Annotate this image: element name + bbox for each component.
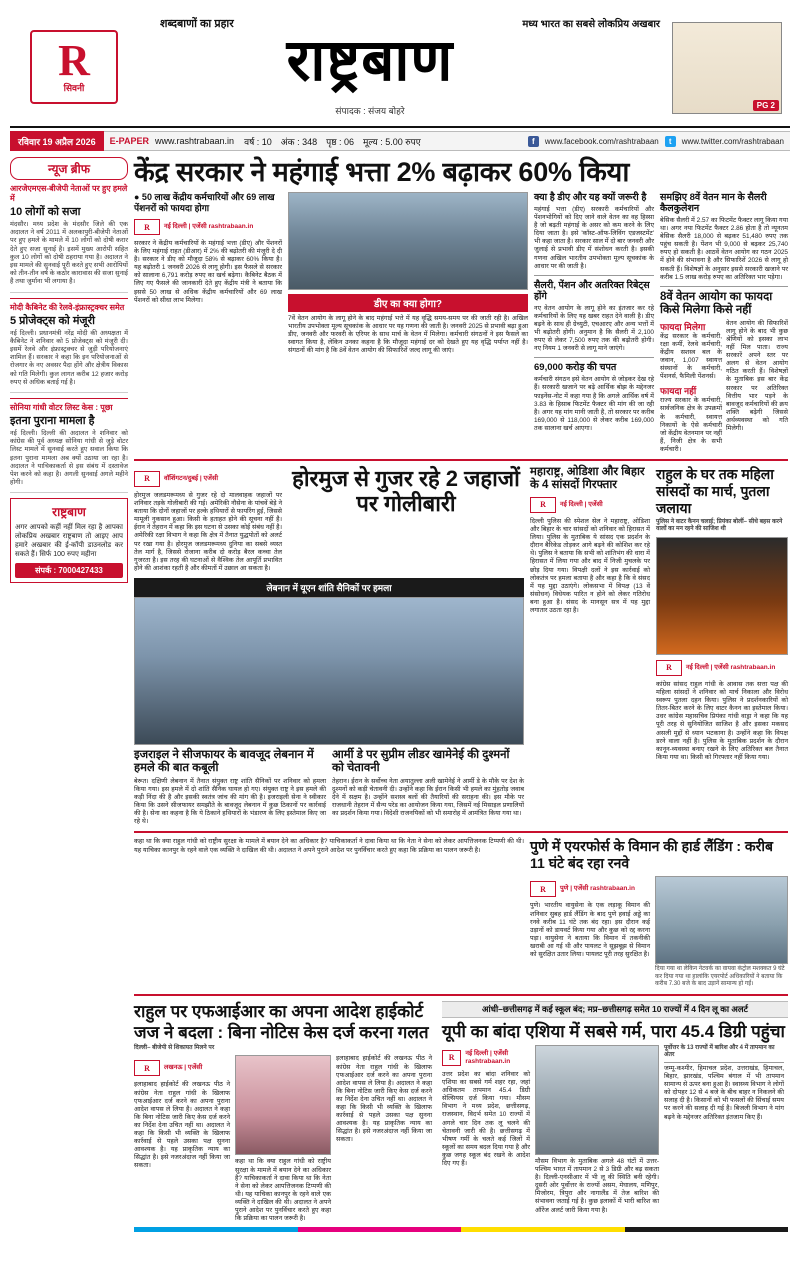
benefit-notes <box>726 320 788 454</box>
promo-text: अगर आपको कहीं नहीं मिल रहा है आपका लोकप्रिय अखबार राष्ट्रबाण तो आइए आप हमारे अखबार की ई-कॉपी डाउनलोड कर सकते हैं। सिर्फ 100 रुपए महीना <box>15 524 123 559</box>
website-url[interactable]: www.rashtrabaan.in <box>155 136 235 146</box>
court-photo-col <box>235 1055 331 1223</box>
pune-photo-caption: दिया गया था लेकिन नेटवर्क का वायवा कंट्रोल मशक्कत 9 घंटे कर दिया गया था हालांकि एयरपोर्ट अधिकारियों ने बताया कि करीब 7.30 बजे के बाद उड़ानें सामान्य हो गईं। <box>655 966 785 988</box>
lebanon-col-2 <box>332 749 524 827</box>
byline <box>530 497 650 513</box>
divider-red <box>134 831 788 833</box>
hormuz-body: होरमुज जलडमरूमध्य से गुजर रहे दो मालवाहक जहाजों पर शनिवार तड़के गोलीबारी की गई। अमेरिकी नौसेना के पांचवें बेड़े ने बताया कि दोनों जहाजों पर हल्के हथियारों से फायरिंग हुई, जिससे मामूली नुकसान हुआ। किसी के हताहत होने की सूचना नहीं है। ईरान ने तेहरान में कहा कि इस घटना से उसका कोई संबंध नहीं है। अमेरिकी रक्षा विभाग ने कहा कि क्षेत्र में तैनात युद्धपोतों को अलर्ट पर रखा गया है। होरमुज जलडमरूमध्य दुनिया का सबसे व्यस्त तेल मार्ग है, जिससे रोजाना करीब दो करोड़ बैरल कच्चा तेल गुजरता है। इस तरह की घटनाओं से वैश्विक तेल आपूर्ति प्रभावित होने की आशंका रहती है और कीमतों में उछाल आ सकता है। <box>134 491 282 572</box>
subscription-promo[interactable] <box>10 498 128 583</box>
lead-col-3 <box>534 192 654 454</box>
news-brief-header: न्यूज ब्रीफ <box>10 157 128 180</box>
pune-body: पुणे। भारतीय वायुसेना के एक लड़ाकू विमान की शनिवार सुबह हार्ड लैंडिंग के बाद पुणे हवाई अड्डे का रनवे करीब 11 घंटे तक बंद रहा। इस दौरान कई उड़ानों को डायवर्ट किया गया और कुछ को रद्द करना पड़ा। वायुसेना ने बताया कि विमान में तकनीकी खराबी आ गई थी और पायलट ने सूझबूझ से विमान को सुरक्षित उतार लिया। पायलट पूरी तरह सुरक्षित है। <box>530 902 650 959</box>
court-block <box>134 1001 436 1223</box>
byline <box>442 1050 530 1066</box>
byline-logo: R <box>134 471 160 487</box>
byline-text: नई दिल्ली | एजेंसी rashtrabaan.in <box>465 1049 511 1065</box>
masthead <box>10 8 790 128</box>
divider <box>534 275 654 276</box>
court-sub: दिल्ली– बीजेपी से शिकायत मिलने पर <box>134 1044 215 1051</box>
twitter-url[interactable]: www.twitter.com/rashtrabaan <box>681 136 784 146</box>
byline-text: वॉशिंगटन/दुबई | एजेंसी <box>164 474 219 482</box>
dea-explainer-title: क्या है डीए और यह क्यों जरूरी है <box>534 192 647 203</box>
weather-photo-col <box>535 1045 659 1215</box>
rahul-pune-block <box>656 466 788 827</box>
benefit-box-title: 8वें वेतन आयोग का फायदा किसे मिलेगा किसे नहीं <box>660 290 773 316</box>
bihar-body: दिल्ली पुलिस की स्पेशल सेल ने महाराष्ट्र, ओडिशा और बिहार के चार सांसदों को शनिवार को हिरासत में लिया। पुलिस के मुताबिक ये सांसद एक प्रदर्शन के दौरान बैरिकेड तोड़कर आगे बढ़ने की कोशिश कर रहे थे। पुलिस ने बताया कि सभी को शांतिभंग की धारा में हिरासत में लिया गया और बाद में निजी मुचलके पर छोड़ दिया गया। विपक्षी दलों ने इस कार्रवाई को लोकतंत्र पर हमला बताया है और कहा है कि वे संसद में यह मुद्दा उठाएंगे। लोकसभा में विपक्ष (13 वें संसोधन) विधेयक पारित न होने को लेकर गतिरोध बना हुआ है। संसद के मानसून सत्र में यह मुद्दा लगातार उठता रहा है। <box>530 517 650 614</box>
color-bar <box>134 1227 788 1232</box>
byline-text: पुणे | एजेंसी rashtrabaan.in <box>560 885 635 893</box>
lead-col-4 <box>660 192 788 454</box>
lebanon-body-1: बेरूत। दक्षिणी लेबनान में तैनात संयुक्त राष्ट्र शांति सैनिकों पर शनिवार को हमला किया गया। इस हमले में दो शांति सैनिक घायल हो गए। संयुक्त राष्ट्र ने इस हमले की कड़ी निंदा की है और इसकी स्वतंत्र जांच की मांग की है। इजराइली सेना ने स्वीकार किया कि उसने सीजफायर समझौते के बावजूद लेबनान में कुछ ठिकानों पर कार्रवाई की है। सेना का कहना है कि ये ठिकाने हथियारों के भंडारण के लिए इस्तेमाल किए जा रहे थे। <box>134 777 326 826</box>
hormuz-text-col <box>134 466 282 573</box>
salary-box-body: नए वेतन आयोग के लागू होने का इंतजार कर रहे कर्मचारियों के लिए यह खबर राहत देने वाली है। डीए बढ़ने के साथ ही ग्रेच्युटी, एचआरए और अन्य भत्तों में भी बढ़ोतरी होगी। अनुमान है कि सैलरी में 2,100 रुपए से लेकर 7,500 रुपए तक की बढ़ोतरी होगी। नए नियम 1 जनवरी से लागू माने जाएंगे। <box>534 304 654 353</box>
weather-row <box>442 1045 788 1215</box>
pay-commission-title: समझिए 8वें वेतन मान के सैलरी कैलकुलेशन <box>660 192 767 214</box>
facebook-icon[interactable]: f <box>528 136 539 147</box>
salary-box-title: सैलरी, पेंशन और अतरिक्त रिबेट्स होंगे <box>534 279 650 302</box>
pune-spacer-left <box>134 838 524 989</box>
lebanon-photo <box>134 597 524 745</box>
dea-explainer-body: महंगाई भत्ता (डीए) सरकारी कर्मचारियों और पेंशनभोगियों को दिए जाने वाले वेतन का वह हिस्सा है जो बढ़ती महंगाई के असर को कम करने के लिए दिया जाता है। इसे 'कॉस्ट-ऑफ-लिविंग एडजस्टमेंट' भी कहा जाता है। सरकार साल में दो बार जनवरी और जुलाई से प्रभावी डीए में संशोधन करती है। इसकी गणना अखिल भारतीय उपभोक्ता मूल्य सूचकांक के आधार पर की जाती है। <box>534 206 654 270</box>
main-column <box>134 157 788 1232</box>
brief-title: 10 लोगों को सजा <box>10 206 81 218</box>
page-preview-badge: PG 2 <box>753 100 779 111</box>
byline <box>134 471 282 487</box>
bottom-row <box>134 1001 788 1223</box>
weather-band: आंधी–छत्तीसगढ़ में कई स्कूल बंद; मप्र–छत्तीसगढ़ समेत 10 राज्यों में 4 दिन लू का अलर्ट <box>442 1001 788 1018</box>
epaper-label[interactable]: E-PAPER <box>109 136 150 146</box>
brief-body: मंदसौर। मध्य प्रदेश के मंदसौर जिले की एक अदालत ने वर्ष 2011 में अलकापुरी-बीजेपी नेताओं पर हुए हमले के मामले में 10 लोगों को दोषी करार देते हुए सजा सुनाई है। इसमें मुख्य आरोपी सहित कुल 10 लोगों को दोषी ठहराया गया है। अदालत ने इस मामले की सुनवाई पूरी करते हुए सभी आरोपियों को तीन-तीन वर्ष के कठोर कारावास की सजा सुनाई है तथा जुर्माना भी लगाया है। <box>10 221 128 286</box>
benefit-yes-title: फायदा मिलेगा <box>660 321 706 332</box>
page-title: राष्ट्रबाण <box>286 28 454 93</box>
benefit-no-title: फायदा नहीं <box>660 386 697 397</box>
lead-story-row <box>134 192 788 454</box>
pune-headline[interactable]: पुणे में एयरफोर्स के विमान की हार्ड लैंडिंग : करीब 11 घंटे बंद रहा रनवे <box>530 838 774 872</box>
brief-kicker: सोनिया गांधी वोटर लिस्ट केस : पूछा <box>10 403 113 413</box>
byline-logo: R <box>134 1060 160 1076</box>
brief-title: इतना पुराना मामला है <box>10 415 95 428</box>
benefit-notes-body: वेतन आयोग की सिफारिशें लागू होने के बाद भी कुछ श्रेणियों को इसका लाभ नहीं मिल पाता। राज्य सरकारें अपने स्तर पर अलग से वेतन आयोग गठित करती हैं। विशेषज्ञों के मुताबिक इस बार केंद्र सरकार पर अतिरिक्त वित्तीय भार पड़ने के बावजूद कर्मचारियों की क्रय शक्ति बढ़ेगी जिससे अर्थव्यवस्था को गति मिलेगी। <box>726 319 788 432</box>
byline-text: नई दिल्ली | एजेंसी rashtrabaan.in <box>164 223 254 230</box>
promo-contact[interactable]: संपर्क : 7000427433 <box>15 563 123 578</box>
byline-text: नई दिल्ली | एजेंसी rashtrabaan.in <box>686 663 776 671</box>
lead-body-1: सरकार ने केंद्रीय कर्मचारियों के महंगाई भत्ता (डीए) और पेंशनरों के लिए महंगाई राहत (डीआर) में 2% की बढ़ोतरी की मंजूरी दे दी है। सरकार ने डीए को मौजूदा 58% से बढ़ाकर 60% किया है। यह बढ़ोतरी 1 जनवरी 2026 से लागू होगी। इस फैसले से सरकार को सालाना 6,791 करोड़ रुपए का खर्च बढ़ेगा। कैबिनेट बैठक में लिए गए फैसले की जानकारी देते हुए केंद्रीय मंत्री ने बताया कि इससे 50 लाख से अधिक केंद्रीय कर्मचारियों और 69 लाख पेंशनरों को सीधा लाभ मिलेगा। <box>134 240 282 304</box>
divider-red <box>134 459 788 461</box>
cost-box-body: कर्मचारी संगठन इसे वेतन आयोग से जोड़कर देख रहे हैं। सरकारी खजाने पर बढ़े आर्थिक बोझ के मद्देनजर फाइनेंस-नोट में कहा गया है कि अगले आर्थिक वर्ष में 3.83 के हिसाब फिटमेंट फैक्टर की मांग की जा रही है। अगर यह मांग मानी जाती है, तो सरकार पर करीब 169,000 से 118,000 से लेकर करीब 169,000 तक सालाना खर्च आएगा। <box>534 376 654 432</box>
facebook-url[interactable]: www.facebook.com/rashtrabaan <box>544 136 659 146</box>
news-brief-column <box>10 157 128 1232</box>
bihar-headline[interactable]: महाराष्ट्र, ओडिशा और बिहार के 4 सांसदों गिरफ्तार <box>530 465 645 491</box>
twitter-icon[interactable]: t <box>665 136 676 147</box>
promo-logo: राष्ट्रबाण <box>52 505 86 520</box>
editor-line: संपादक : संजय बोहरे <box>335 106 405 116</box>
rahul-home-sub: पुलिस ने वाटर कैनन चलाई; प्रियंका बोलीं– सीधे बहस करने वालों का मन रहने की साजिश थी <box>656 518 783 533</box>
pune-photo <box>655 876 788 964</box>
byline <box>656 660 788 676</box>
byline-logo: R <box>530 497 556 513</box>
byline <box>134 219 282 235</box>
byline <box>530 881 650 897</box>
lebanon-block <box>134 578 524 827</box>
brief-body: नई दिल्ली। दिल्ली की अदालत ने शनिवार को कांग्रेस की पूर्व अध्यक्ष सोनिया गांधी से जुड़े वोटर लिस्ट मामले में सुनवाई करते हुए सवाल किया कि इतना पुराना मामला अब क्यों उठाया जा रहा है। अदालत ने याचिकाकर्ता से इस संबंध में दस्तावेज पेश करने को कहा है। अगली सुनवाई अगले महीने होगी। <box>10 430 128 487</box>
rahul-home-photo <box>656 537 788 655</box>
court-text-3 <box>336 1055 432 1223</box>
weather-photo <box>535 1045 659 1155</box>
benefit-yes <box>660 320 722 454</box>
logo-letter: R <box>58 35 90 85</box>
brief-title: 5 प्रोजेक्ट्स को मंजूरी <box>10 314 95 327</box>
lebanon-body-2: तेहरान। ईरान के सर्वोच्च नेता अयातुल्ला अली खामेनेई ने आर्मी डे के मौके पर देश के दुश्मनों को कड़ी चेतावनी दी। उन्होंने कहा कि ईरान किसी भी हमले का मुंहतोड़ जवाब देने में सक्षम है। उन्होंने सशस्त्र बलों की तैयारियों की सराहना की। इस मौके पर राजधानी तेहरान में सैन्य परेड का आयोजन किया गया, जिसमें नई मिसाइल प्रणालियों का प्रदर्शन किया गया। विदेशी राजनयिकों को भी समारोह में आमंत्रित किया गया था। <box>332 777 524 818</box>
pune-block <box>134 838 788 989</box>
divider <box>10 298 128 299</box>
weather-sub: पूर्वोत्तर के 13 राज्यों में बारिश और 4 में तापमान का अंतर <box>664 1045 784 1063</box>
court-row <box>134 1055 436 1223</box>
hormuz-headline[interactable]: होरमुज से गुजर रहे 2 जहाजों पर गोलीबारी <box>292 465 520 516</box>
brief-kicker: आरजेएमएस-बीजेपी नेताओं पर हुए हमले में <box>10 184 128 203</box>
weather-body-3: जम्मू-कश्मीर, हिमाचल प्रदेश, उत्तराखंड, हिमाचल, बिहार, झारखंड, पश्चिम बंगाल में भी तापमान सामान्य से ऊपर बना हुआ है। स्वास्थ्य विभाग ने लोगों को दोपहर 12 से 4 बजे के बीच बाहर न निकलने की सलाह दी है। किसानों को भी फसलों की सिंचाई समय पर करने की सलाह दी गई है। बिजली विभाग ने मांग बढ़ने के मद्देनजर अतिरिक्त इंतजाम किए हैं। <box>664 1064 784 1121</box>
content-area <box>10 157 790 1232</box>
lead-col-1 <box>134 192 282 454</box>
issue-number: अंक : 348 <box>280 136 318 147</box>
divider <box>10 398 128 399</box>
lead-headline[interactable]: केंद्र सरकार ने महंगाई भत्ता 2% बढ़ाकर 60% किया <box>134 157 630 187</box>
hormuz-headline-col <box>288 466 524 573</box>
court-headline[interactable]: राहुल पर एफआईआर का अपना आदेश हाईकोर्ट जज ने बदला : बिना नोटिस केस दर्ज करना गलत <box>134 1001 429 1042</box>
court-filler: कहा था कि क्या राहुल गांधी को राष्ट्रीय सुरक्षा के मामले में बयान देने का अधिकार है? याचिकाकर्ता ने दावा किया था कि नेता ने सेना को लेकर आपत्तिजनक टिप्पणी की थी। यह याचिका कानपुर के रहने वाले एक व्यक्ति ने दाखिल की थी। अदालत ने अपने पुराने आदेश पर पुनर्विचार करते हुए कहा कि प्रक्रिया का पालन जरूरी है। <box>134 838 524 854</box>
byline-logo: R <box>442 1050 461 1066</box>
pune-row <box>530 876 788 989</box>
weather-col-3 <box>664 1045 784 1215</box>
benefit-no-body: राज्य सरकार के कर्मचारी, सार्वजनिक क्षेत्र के उपक्रमों के कर्मचारी, स्वायत्त निकायों के ऐसे कर्मचारी जो केंद्रीय वेतनमान पर नहीं हैं, निजी क्षेत्र के सभी कर्मचारी। <box>660 397 722 453</box>
divider <box>534 357 654 358</box>
court-body-1: इलाहाबाद हाईकोर्ट की लखनऊ पीठ ने कांग्रेस नेता राहुल गांधी के खिलाफ एफआईआर दर्ज करने का अपना पुराना आदेश वापस ले लिया है। अदालत ने कहा कि बिना नोटिस जारी किए केस दर्ज करने का निर्देश देना उचित नहीं था। अदालत ने कहा कि किसी भी व्यक्ति के खिलाफ कार्रवाई से पहले उसका पक्ष सुनना आवश्यक है। यह प्राकृतिक न्याय का सिद्धांत है। इसे नजरअंदाज नहीं किया जा सकता। <box>134 1081 230 1170</box>
hormuz-lebanon-block <box>134 466 524 827</box>
byline-logo: R <box>530 881 556 897</box>
publication-date: रविवार 19 अप्रैल 2026 <box>10 131 104 151</box>
byline-text: लखनऊ | एजेंसी <box>164 1064 203 1072</box>
lead-col-2 <box>288 192 528 454</box>
lead-body-2: 7वें वेतन आयोग के लागू होने के बाद महंगाई भत्ते में यह वृद्धि समय-समय पर की जाती रही है। अखिल भारतीय उपभोक्ता मूल्य सूचकांक के आधार पर यह गणना की जाती है। जनवरी 2025 से प्रभावी बढ़ा हुआ डीए, जनवरी और फरवरी के एरियर के साथ मार्च के वेतन में मिलेगा। कर्मचारी संगठनों ने इस फैसले का स्वागत किया है, लेकिन उनका कहना है कि मौजूदा महंगाई दर को देखते हुए यह वृद्धि पर्याप्त नहीं है। संगठनों की मांग है कि 8वें वेतन आयोग की सिफारिशें जल्द लागू की जाएं। <box>288 315 528 355</box>
court-body-3: इलाहाबाद हाईकोर्ट की लखनऊ पीठ ने कांग्रेस नेता राहुल गांधी के खिलाफ एफआईआर दर्ज करने का अपना पुराना आदेश वापस ले लिया है। अदालत ने कहा कि बिना नोटिस जारी किए केस दर्ज करने का निर्देश देना उचित नहीं था। अदालत ने कहा कि किसी भी व्यक्ति के खिलाफ कार्रवाई से पहले उसका पक्ष सुनना आवश्यक है। यह प्राकृतिक न्याय का सिद्धांत है। इसे नजरअंदाज नहीं किया जा सकता। <box>336 1055 432 1144</box>
logo-city: सिवनी <box>63 82 85 93</box>
lebanon-subcols <box>134 749 524 827</box>
cost-box-title: 69,000 करोड़ की चपत <box>534 362 617 374</box>
weather-body-2: मौसम विभाग के मुताबिक अगले 48 घंटों में उत्तर-पश्चिम भारत में तापमान 2 से 3 डिग्री और बढ़ सकता है। दिल्ली-एनसीआर में भी लू की स्थिति बनी रहेगी। दूसरी ओर पूर्वोत्तर के राज्यों असम, मेघालय, मणिपुर, मिजोरम, त्रिपुरा और नागालैंड में तेज बारिश की संभावना जताई गई है। कुछ इलाकों में भारी बारिश का ऑरेंज अलर्ट जारी किया गया है। <box>535 1157 659 1214</box>
masthead-tagline-left: शब्दबाणों का प्रहार <box>160 18 234 30</box>
brief-item[interactable] <box>10 303 128 393</box>
byline-logo: R <box>656 660 682 676</box>
divider-red <box>134 994 788 996</box>
pune-photo-col <box>655 876 788 989</box>
brief-body: नई दिल्ली। प्रधानमंत्री नरेंद्र मोदी की अध्यक्षता में कैबिनेट ने शनिवार को 5 प्रोजेक्ट्स को मंजूरी दी। इसमें रेलवे और इंफ्रास्ट्रक्चर से जुड़ी परियोजनाएं शामिल हैं। सरकार ने कहा कि इन परियोजनाओं से रोजगार के नए अवसर पैदा होंगे और क्षेत्रीय विकास को गति मिलेगी। कुल लागत करीब 12 हजार करोड़ रुपए से अधिक बताई गई है। <box>10 329 128 386</box>
logo <box>30 30 118 104</box>
weather-block <box>442 1001 788 1223</box>
info-bar <box>10 131 790 151</box>
weather-body-1: उत्तर प्रदेश का बांदा शनिवार को एशिया का सबसे गर्म शहर रहा, जहां अधिकतम तापमान 45.4 डिग्री सेल्सियस दर्ज किया गया। मौसम विभाग ने मध्य प्रदेश, छत्तीसगढ़, राजस्थान, विदर्भ समेत 10 राज्यों में अगले चार दिन तक लू चलने की चेतावनी जारी की है। छत्तीसगढ़ में भीषण गर्मी के चलते कई जिलों में स्कूलों का समय बदल दिया गया है और कुछ जगह स्कूल बंद रखने के आदेश दिए गए हैं। <box>442 1070 530 1167</box>
rahul-home-headline[interactable]: राहुल के घर तक महिला सांसदों का मार्च, पुतला जलाया <box>656 465 774 516</box>
hormuz-row <box>134 466 524 573</box>
page-preview-thumbnail[interactable] <box>672 22 782 114</box>
masthead-tagline-right: मध्य भारत का सबसे लोकप्रिय अखबार <box>522 19 660 30</box>
price: मूल्य : 5.00 रुपए <box>363 136 421 147</box>
byline <box>134 1060 230 1076</box>
byline-logo: R <box>134 219 160 235</box>
pune-text <box>530 876 650 989</box>
lead-photo-office <box>288 192 528 290</box>
brief-item[interactable] <box>10 184 128 293</box>
social-links[interactable] <box>528 136 790 147</box>
volume-year: वर्ष : 10 <box>244 136 272 147</box>
court-body-2: कहा था कि क्या राहुल गांधी को राष्ट्रीय सुरक्षा के मामले में बयान देने का अधिकार है? याचिकाकर्ता ने दावा किया था कि नेता ने सेना को लेकर आपत्तिजनक टिप्पणी की थी। यह याचिका कानपुर के रहने वाले एक व्यक्ति ने दाखिल की थी। अदालत ने अपने पुराने आदेश पर पुनर्विचार करते हुए कहा कि प्रक्रिया का पालन जरूरी है। <box>235 1158 331 1223</box>
pay-commission-body: बेसिक सैलरी में 2.57 का फिटमेंट फैक्टर लागू किया गया था। अगर नया फिटमेंट फैक्टर 2.86 होता है तो न्यूनतम बेसिक सैलरी 18,000 से बढ़कर 51,480 रुपए तक पहुंच सकती है। पेंशन भी 9,000 से बढ़कर 25,740 रुपए हो सकती है। आठवें वेतन आयोग का गठन 2025 में होने की संभावना है और सिफारिशें 2026 से लागू हो सकती हैं। विशेषज्ञों के अनुसार इससे सरकारी खजाने पर करीब 1.5 लाख करोड़ रुपए का अतिरिक्त भार पड़ेगा। <box>660 217 788 281</box>
bihar-block <box>530 466 650 827</box>
page-count: पृष्ठ : 06 <box>326 136 355 147</box>
weather-col-1 <box>442 1045 530 1215</box>
dea-box-header: डीए का क्या होगा? <box>288 294 528 312</box>
court-text-1 <box>134 1055 230 1223</box>
weather-headline[interactable]: यूपी का बांदा एशिया में सबसे गर्म, पारा 45.4 डिग्री पहुंचा <box>442 1021 785 1041</box>
second-block <box>134 466 788 827</box>
brief-item[interactable] <box>10 403 128 493</box>
lebanon-caption: लेबनान में यूएन शांति सैनिकों पर हमला <box>134 578 524 597</box>
brief-kicker: मोदी कैबिनेट की रेलवे-इंफ्रास्ट्रक्चर समेत <box>10 302 125 312</box>
divider <box>660 286 788 287</box>
benefit-yes-body: केंद्र सरकार के कर्मचारी, रक्षा कर्मी, रेलवे कर्मचारी, केंद्रीय सशस्त्र बल के जवान, 1,007 स्वायत्त संस्थानों के कर्मचारी, पेंशनर्स, फैमिली पेंशनर्स। <box>660 332 722 381</box>
rahul-home-body: कांग्रेस सांसद राहुल गांधी के आवास तक सत्ता पक्ष की महिला सांसदों ने शनिवार को मार्च निकाला और विरोध स्वरूप पुतला दहन किया। पुलिस ने प्रदर्शनकारियों को तितर-बितर करने के लिए वाटर कैनन का इस्तेमाल किया। उधर कांग्रेस महासचिव प्रियंका गांधी वाड्रा ने कहा कि यह पूरी तरह से सुनियोजित साजिश है और इसका मकसद असली मुद्दों से ध्यान भटकाना है। उन्होंने कहा कि विपक्ष डरने वाला नहीं है। पुलिस के मुताबिक प्रदर्शन के दौरान कानून-व्यवस्था बनाए रखने के लिए अतिरिक्त बल तैनात किया गया था। किसी को गिरफ्तार नहीं किया गया। <box>656 680 788 761</box>
lebanon-sub-2[interactable]: आर्मी डे पर सुप्रीम लीडर खामेनेई की दुश्मनों को चेतावनी <box>332 748 510 774</box>
byline-text: नई दिल्ली | एजेंसी <box>560 500 603 508</box>
court-photo <box>235 1055 331 1155</box>
lead-bullets: ● 50 लाख केंद्रीय कर्मचारियों और 69 लाख पेंशनरों को फायदा होगा <box>134 192 275 213</box>
benefit-columns <box>660 320 788 454</box>
lebanon-sub-1[interactable]: इजराइल ने सीजफायर के बावजूद लेबनान में हमले की बात कबूली <box>134 748 314 774</box>
pune-main <box>530 838 788 989</box>
lebanon-col-1 <box>134 749 326 827</box>
